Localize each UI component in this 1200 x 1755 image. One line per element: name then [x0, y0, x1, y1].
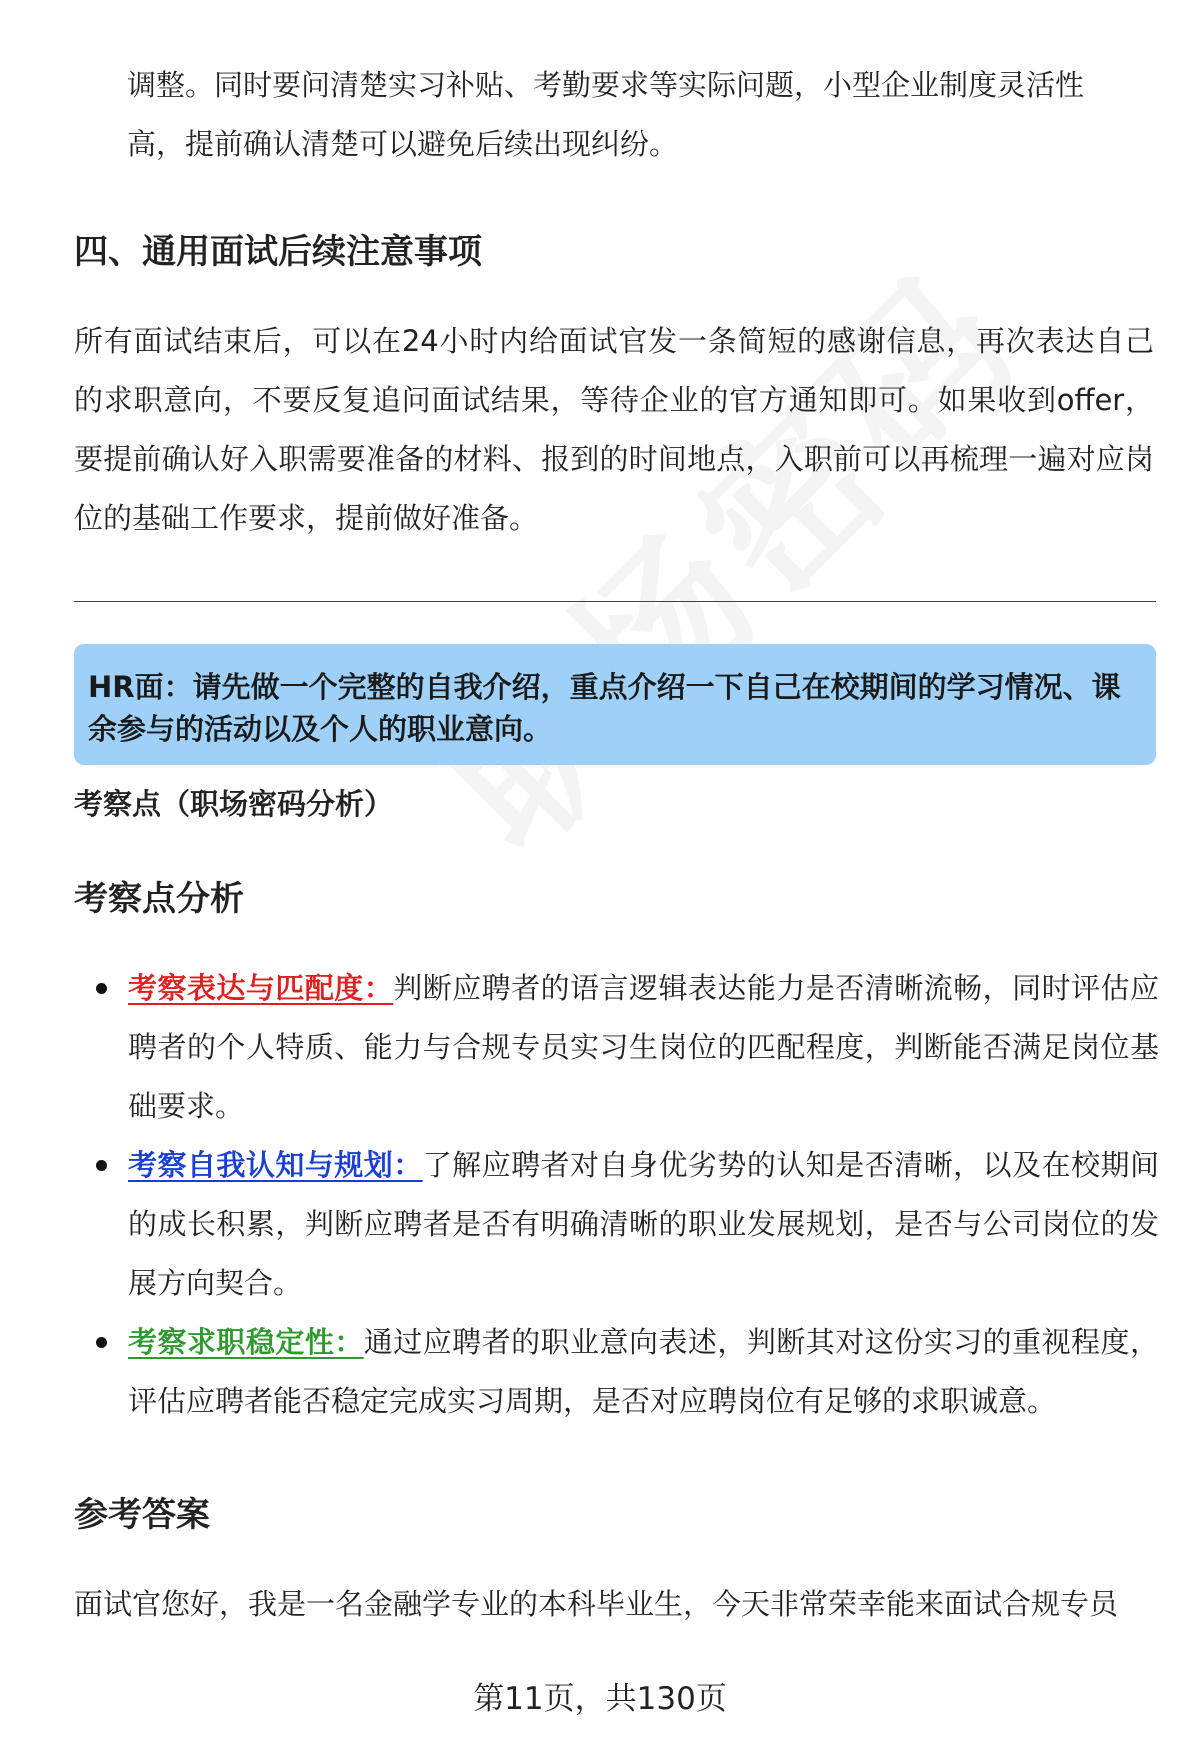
analysis-text: 通过应聘者的职业意向表述，判断其对这份实习的重视程度，评估应聘者能否稳定完成实习周期，是否对应聘岗位有足够的求职诚意。 — [128, 1325, 1159, 1418]
answer-paragraph: 面试官您好，我是一名金融学专业的本科毕业生，今天非常荣幸能来面试合规专员 — [74, 1587, 1119, 1621]
analysis-item-expression — [74, 959, 1159, 1136]
bullet-dot — [96, 1337, 107, 1348]
analysis-label: 考察点（职场密码分析） — [74, 787, 394, 821]
analysis-keyword: 考察表达与匹配度： — [128, 971, 394, 1005]
intro-paragraph — [127, 56, 1127, 174]
page-footer: 第11页，共130页 — [473, 1681, 727, 1717]
analysis-keyword: 考察自我认知与规划： — [128, 1148, 423, 1182]
analysis-keyword: 考察求职稳定性： — [128, 1325, 364, 1359]
section-heading-followup: 四、通用面试后续注意事项 — [74, 232, 482, 272]
bullet-dot — [96, 1160, 107, 1171]
analysis-item-stability — [74, 1313, 1159, 1431]
hr-question-box — [74, 644, 1156, 765]
divider — [74, 601, 1156, 602]
analysis-text: 了解应聘者对自身优劣势的认知是否清晰，以及在校期间的成长积累，判断应聘者是否有明确清晰的职业发展规划，是否与公司岗位的发展方向契合。 — [128, 1148, 1159, 1300]
bullet-dot — [96, 983, 107, 994]
answer-heading: 参考答案 — [74, 1495, 210, 1535]
intro-line-1: 调整。同时要问清楚实习补贴、考勤要求等实际问题，小型企业制度灵活性 — [127, 68, 1085, 102]
followup-paragraph: 所有面试结束后，可以在24小时内给面试官发一条简短的感谢信息，再次表达自己的求职意向，不要反复追问面试结果，等待企业的官方通知即可。如果收到offer，要提前确认好入职需要准备的材料、报到的时间地点，入职前可以再梳理一遍对应岗位的基础工作要求，提前做好准备。 — [74, 324, 1154, 535]
analysis-item-self-awareness — [74, 1136, 1159, 1313]
hr-question-text: HR面：请先做一个完整的自我介绍，重点介绍一下自己在校期间的学习情况、课余参与的活动以及个人的职业意向。 — [88, 670, 1121, 746]
analysis-text: 判断应聘者的语言逻辑表达能力是否清晰流畅，同时评估应聘者的个人特质、能力与合规专员实习生岗位的匹配程度，判断能否满足岗位基础要求。 — [128, 971, 1159, 1123]
analysis-list — [74, 959, 1159, 1431]
intro-line-2: 高，提前确认清楚可以避免后续出现纠纷。 — [127, 127, 679, 161]
analysis-heading: 考察点分析 — [74, 879, 244, 919]
